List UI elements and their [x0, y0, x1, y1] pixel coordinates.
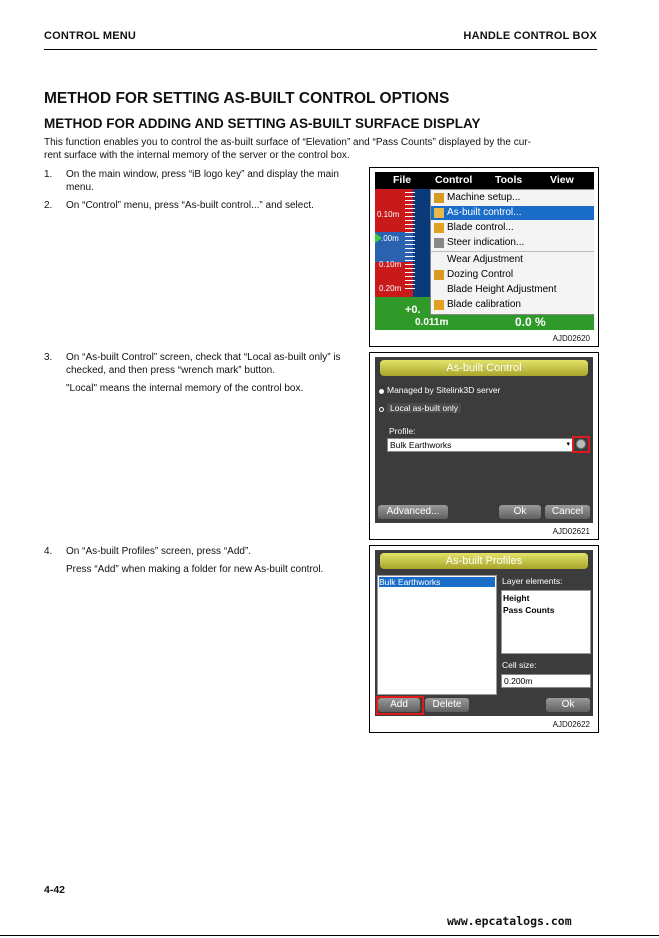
menu-item-as-built-control[interactable]: As-built control...	[431, 206, 594, 220]
main-window-screen	[375, 172, 594, 330]
machine-icon	[434, 193, 444, 203]
menu-item-steer-indication[interactable]: Steer indication...	[431, 236, 594, 250]
scale-label: .00m	[381, 234, 399, 243]
menu-view[interactable]: View	[550, 174, 574, 186]
menu-item-wear-adjustment[interactable]: Wear Adjustment	[447, 254, 523, 265]
profile-select-value: Bulk Earthworks	[390, 440, 452, 450]
menu-item-blade-control[interactable]: Blade control...	[431, 221, 594, 235]
menu-control[interactable]: Control	[435, 174, 473, 186]
list-item[interactable]: Height	[503, 593, 530, 603]
profile-label: Profile:	[389, 426, 416, 436]
scale-label: 0.10m	[377, 210, 400, 219]
option-local-label: Local as-built only	[387, 403, 461, 413]
menu-item-blade-calibration[interactable]: Blade calibration	[431, 298, 594, 312]
menubar	[375, 172, 594, 189]
step-number: 4.	[44, 546, 53, 557]
blade-icon	[434, 223, 444, 233]
step-text: On “As-built Control” screen, check that “Local as-built only” is checked, and then press “wrench mark” button.	[66, 352, 341, 376]
cancel-button[interactable]: Cancel	[545, 505, 590, 519]
step-number: 2.	[44, 200, 53, 211]
heading-sub: METHOD FOR ADDING AND SETTING AS-BUILT SURFACE DISPLAY	[44, 116, 481, 131]
radio-local[interactable]	[379, 407, 384, 412]
figure-main-menu	[369, 167, 599, 347]
scale-ruler	[405, 192, 415, 292]
footer-rule	[0, 935, 659, 936]
option-sitelink-label: Managed by Sitelink3D server	[387, 385, 501, 395]
header-right: HANDLE CONTROL BOX	[463, 30, 597, 42]
control-dropdown-menu	[430, 189, 594, 315]
profile-select[interactable]	[387, 438, 573, 452]
calibration-icon	[434, 300, 444, 310]
scale-label: 0.20m	[379, 284, 402, 293]
step-number: 3.	[44, 352, 53, 363]
steer-icon	[434, 238, 444, 248]
dialog-title: As-built Control	[380, 360, 588, 376]
advanced-button[interactable]: Advanced...	[378, 505, 448, 519]
dialog-title: As-built Profiles	[380, 553, 588, 569]
footer-url[interactable]: www.epcatalogs.com	[447, 914, 572, 928]
scale-label: 0.10m	[379, 260, 402, 269]
level-pointer-icon	[375, 233, 382, 243]
ok-button[interactable]: Ok	[499, 505, 541, 519]
step-text: On “Control” menu, press “As-built control...” and select.	[66, 200, 314, 211]
wrench-icon[interactable]	[576, 439, 586, 449]
intro-paragraph	[44, 136, 597, 162]
heading-main: METHOD FOR SETTING AS-BUILT CONTROL OPTIONS	[44, 90, 450, 107]
header-left: CONTROL MENU	[44, 30, 137, 42]
layer-elements-label: Layer elements:	[502, 576, 563, 586]
menu-file[interactable]: File	[393, 174, 412, 186]
figure-caption: AJD02620	[552, 334, 590, 343]
cell-size-input[interactable]: 0.200m	[501, 674, 591, 688]
as-built-profiles-dialog	[375, 550, 593, 716]
step-note: Press “Add” when making a folder for new As-built control.	[66, 564, 324, 575]
delete-button[interactable]: Delete	[425, 698, 469, 712]
step-number: 1.	[44, 169, 53, 180]
intro-line-1: This function enables you to control the as-built surface of “Elevation” and “Pass Counts” displayed by the cur-	[44, 137, 531, 148]
status-offset: +0.	[405, 304, 421, 316]
figure-as-built-profiles	[369, 545, 599, 733]
menu-item-blade-height[interactable]: Blade Height Adjustment	[447, 284, 557, 295]
cell-size-label: Cell size:	[502, 660, 537, 670]
layer-elements-list[interactable]	[501, 590, 591, 654]
chevron-down-icon: ▾	[566, 441, 570, 448]
list-item[interactable]: Pass Counts	[503, 605, 555, 615]
dozer-icon	[434, 270, 444, 280]
as-built-control-dialog	[375, 357, 593, 523]
menu-separator	[431, 251, 594, 252]
as-built-icon	[434, 208, 444, 218]
page-number: 4-42	[44, 884, 66, 896]
status-value: 0.011m	[415, 317, 449, 328]
profiles-list[interactable]	[377, 575, 497, 695]
figure-caption: AJD02621	[552, 527, 590, 536]
menu-tools[interactable]: Tools	[495, 174, 523, 186]
step-note: "Local" means the internal memory of the control box.	[66, 383, 304, 394]
add-highlight	[376, 696, 424, 715]
figure-caption: AJD02622	[552, 720, 590, 729]
list-item[interactable]: Bulk Earthworks	[379, 577, 495, 587]
ok-button[interactable]: Ok	[546, 698, 590, 712]
status-percent: 0.0 %	[515, 315, 546, 329]
menu-item-machine-setup[interactable]: Machine setup...	[431, 191, 594, 205]
radio-sitelink[interactable]	[379, 389, 384, 394]
intro-line-2: rent surface with the internal memory of the server or the control box.	[44, 150, 350, 161]
step-text: On “As-built Profiles” screen, press “Add”.	[66, 546, 252, 557]
header-rule	[44, 49, 597, 50]
menu-item-dozing-control[interactable]: Dozing Control	[431, 268, 594, 282]
add-button[interactable]: Add	[378, 698, 420, 712]
figure-as-built-control	[369, 352, 599, 540]
step-text: On the main window, press “iB logo key” and display the main menu.	[66, 169, 339, 193]
